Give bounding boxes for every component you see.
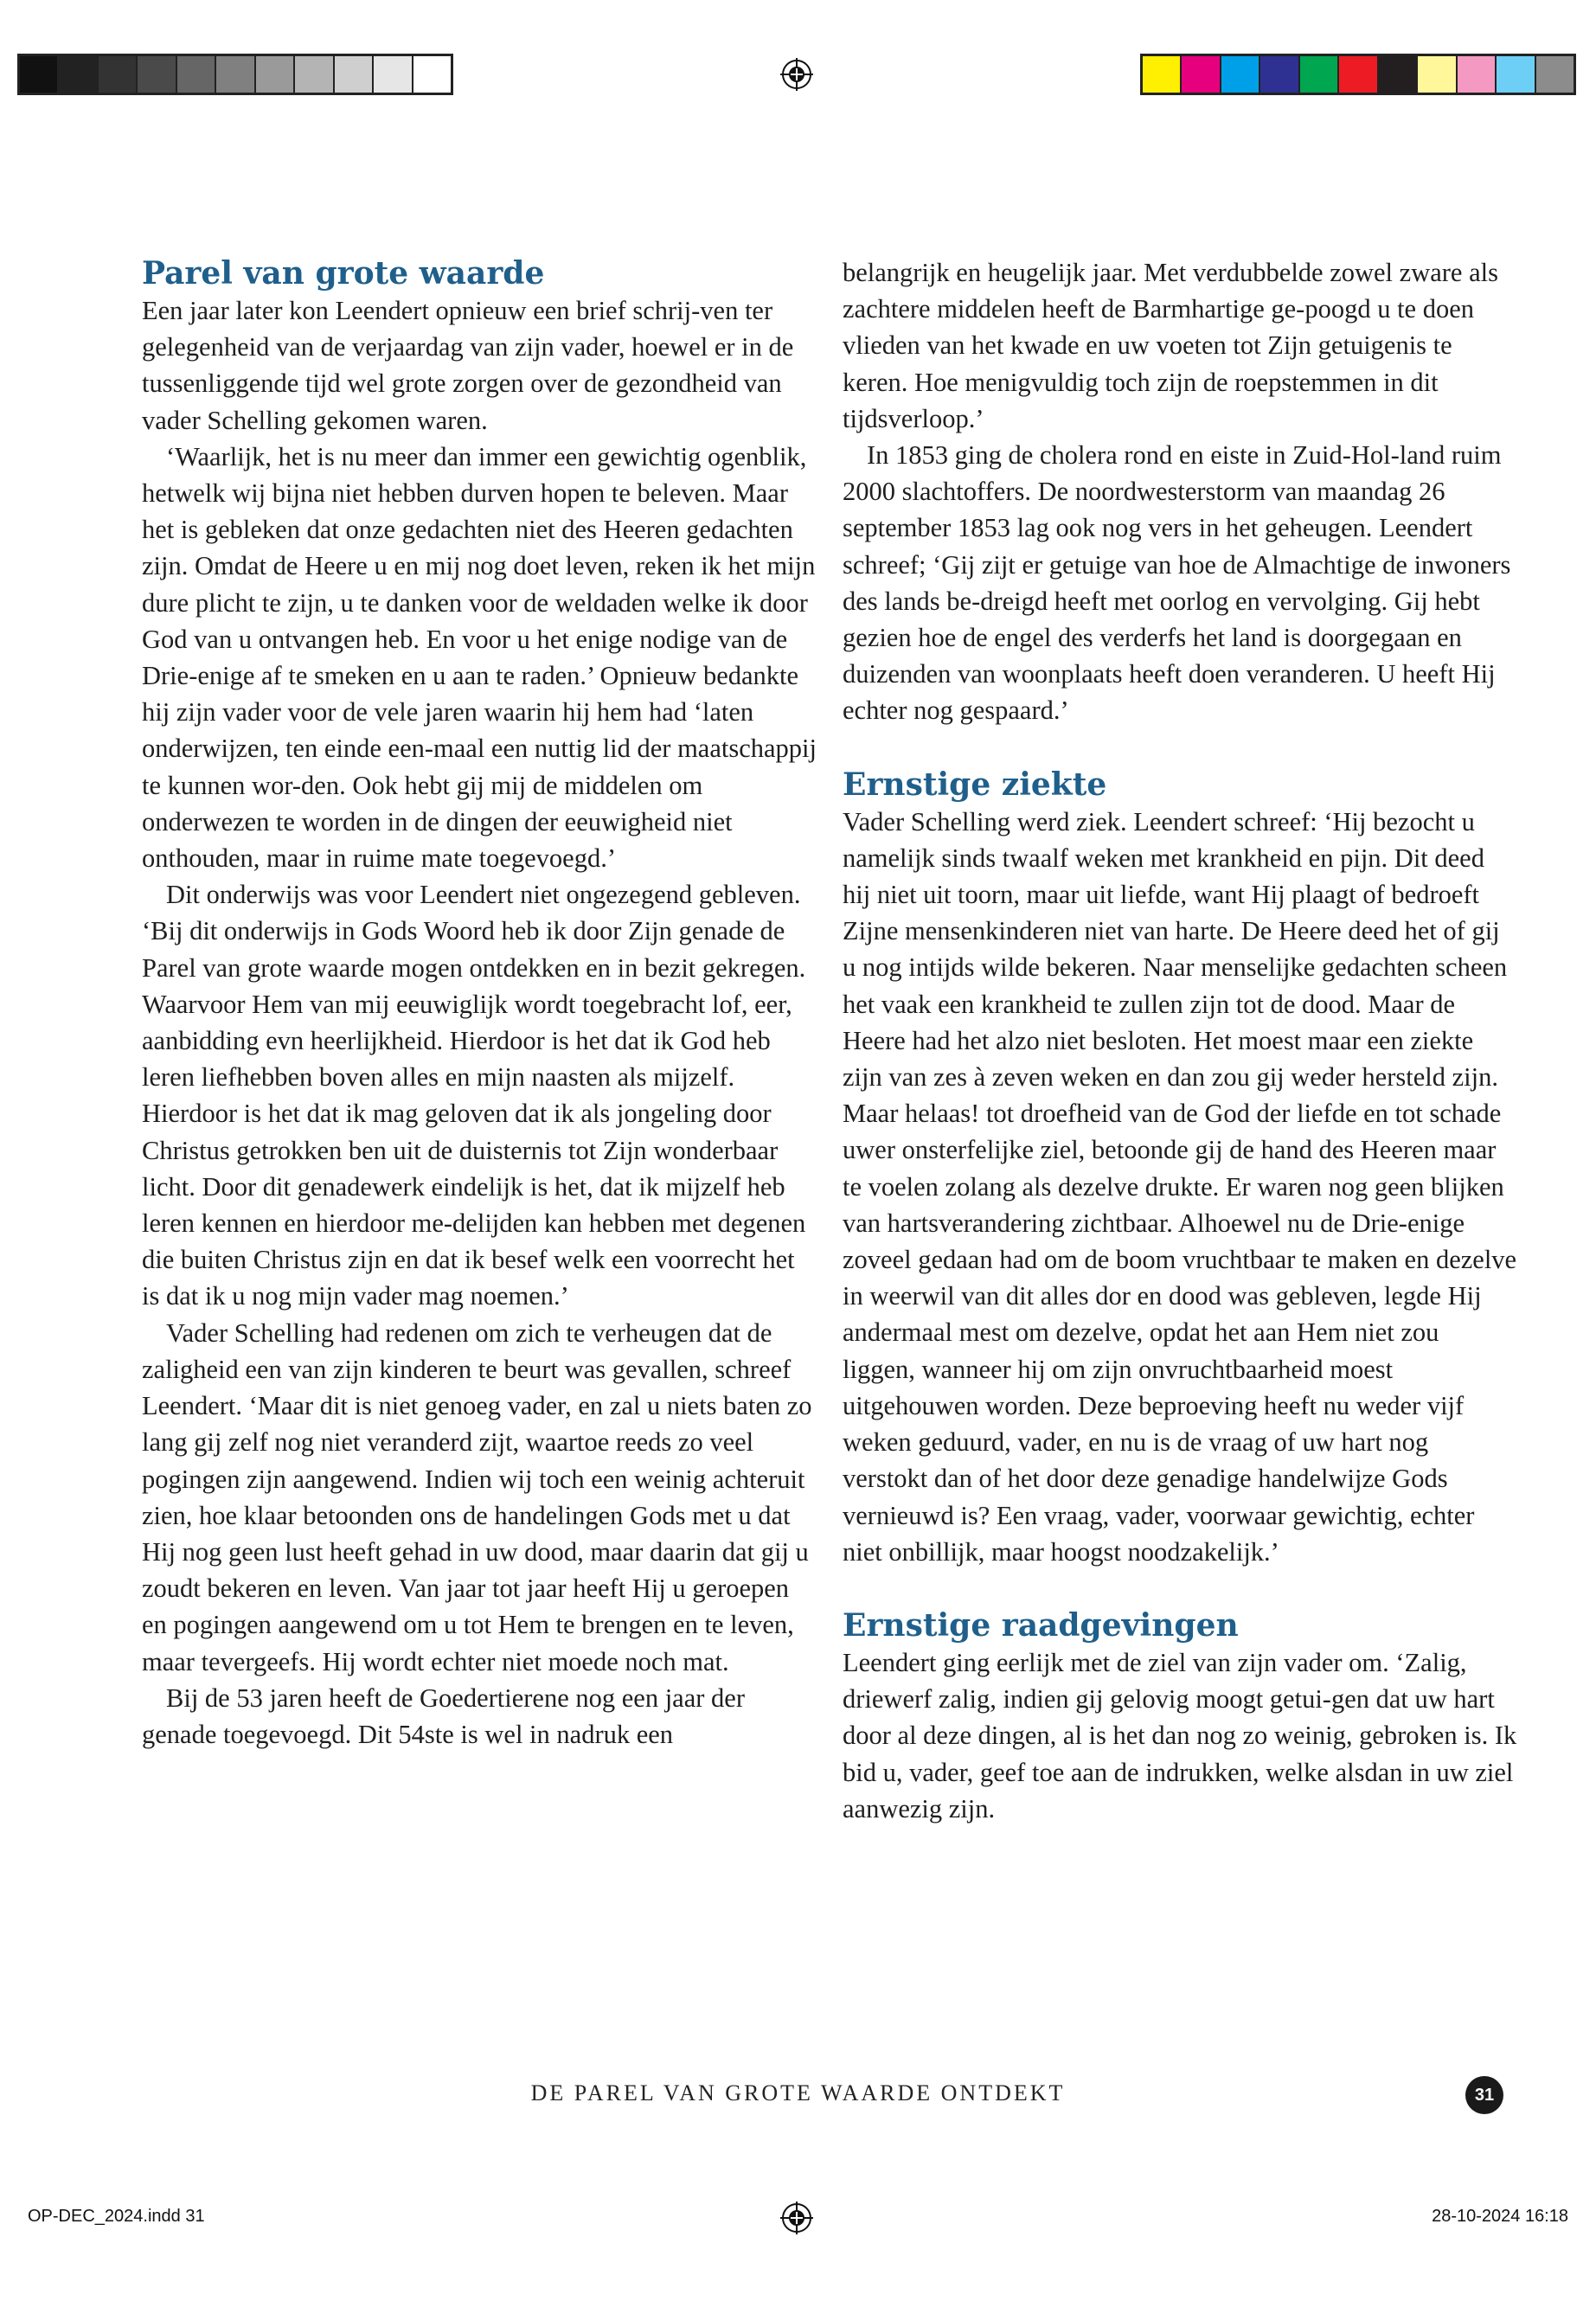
gray-swatch bbox=[99, 56, 138, 93]
gray-swatch bbox=[59, 56, 98, 93]
color-swatch bbox=[1221, 56, 1260, 93]
section-heading-ernstige-ziekte: Ernstige ziekte bbox=[843, 766, 1107, 803]
article-right-column bbox=[843, 254, 1517, 1827]
color-swatch bbox=[1182, 56, 1221, 93]
section-spacer bbox=[843, 729, 1517, 766]
gray-swatch bbox=[295, 56, 334, 93]
page-number-badge: 31 bbox=[1465, 2076, 1503, 2114]
color-swatch bbox=[1536, 56, 1574, 93]
process-color-bar bbox=[1140, 54, 1576, 95]
running-footer-title: DE PAREL VAN GROTE WAARDE ONTDEKT bbox=[530, 2080, 1066, 2106]
gray-swatch bbox=[256, 56, 295, 93]
registration-mark-icon bbox=[780, 58, 813, 91]
section-heading-ernstige-raadgevingen: Ernstige raadgevingen bbox=[843, 1606, 1239, 1644]
section-heading-parel: Parel van grote waarde bbox=[142, 255, 545, 292]
gray-swatch bbox=[138, 56, 176, 93]
gray-swatch bbox=[177, 56, 216, 93]
body-paragraph: In 1853 ging de cholera rond en eiste in Zuid-Hol-land ruim 2000 slachtoffers. De noordwesterstorm van maandag 26 september 1853 lag ook nog vers in het geheugen. Leendert schreef; ‘Gij zijt er getuige van hoe de Almachtige de inwoners des lands be-dreigd heeft met oorlog en vervolging. Gij hebt gezien hoe de engel des verderfs het land is doorgegaan en duizenden van woonplaats heeft doen veranderen. U heeft Hij echter nog gespaard.’ bbox=[843, 440, 1511, 726]
gray-swatch bbox=[374, 56, 413, 93]
color-swatch bbox=[1458, 56, 1497, 93]
color-swatch bbox=[1339, 56, 1378, 93]
color-swatch bbox=[1300, 56, 1339, 93]
registration-mark-icon bbox=[780, 2202, 813, 2234]
body-paragraph: ‘Waarlijk, het is nu meer dan immer een gewichtig ogenblik, hetwelk wij bijna niet hebben durven hopen te beleven. Maar het is gebleken dat onze gedachten niet des Heeren gedachten zijn. Omdat de Heere u en mij nog doet leven, reken ik het mijn dure plicht te zijn, u te danken voor de weldaden welke ik door God van u ontvangen heb. En voor u het enige nodige van de Drie-enige af te smeken en u aan te raden.’ Opnieuw bedankte hij zijn vader voor de vele jaren waarin hij hem had ‘laten onderwijzen, ten einde een-maal een nuttig lid der maatschappij te kunnen wor-den. Ook hebt gij mij de middelen om onderwezen te worden in de dingen der eeuwigheid niet onthouden, maar in ruime mate toegevoegd.’ bbox=[142, 441, 817, 874]
color-swatch bbox=[1260, 56, 1299, 93]
body-paragraph: Vader Schelling had redenen om zich te verheugen dat de zaligheid een van zijn kinderen te beurt was gevallen, schreef Leendert. ‘Maar dit is niet genoeg vader, en zal u niets baten zo lang gij zelf nog niet veranderd zijt, waartoe reeds zo veel pogingen zijn aangewend. Indien wij toch een weinig achteruit zien, hoe klaar betoonden ons de handelingen Gods met u dat Hij nog geen lust heeft gehad in uw dood, maar daarin dat gij u zoudt bekeren en leven. Van jaar tot jaar heeft Hij u geroepen en pogingen aangewend om u tot Hem te brengen en te leven, maar tevergeefs. Hij wordt echter niet moede noch mat. bbox=[142, 1317, 812, 1676]
body-paragraph: Leendert ging eerlijk met de ziel van zijn vader om. ‘Zalig, driewerf zalig, indien gij gelovig moogt getui-gen dat uw hart door al deze dingen, al is het dan nog zo weinig, gebroken is. Ik bid u, vader, geef toe aan de indrukken, welke alsdan in uw ziel aanwezig zijn. bbox=[843, 1647, 1517, 1823]
body-paragraph: belangrijk en heugelijk jaar. Met verdubbelde zowel zware als zachtere middelen heeft de Barmhartige ge-poogd u te doen vlieden van het kwade en uw voeten tot Zijn getuigenis te keren. Hoe menigvuldig toch zijn de roepstemmen in dit tijdsverloop.’ bbox=[843, 258, 1498, 433]
color-swatch bbox=[1143, 56, 1182, 93]
article-left-column bbox=[142, 254, 817, 1753]
body-paragraph: Vader Schelling werd ziek. Leendert schreef: ‘Hij bezocht u namelijk sinds twaalf weken met krankheid en pijn. Dit deed hij niet uit toorn, maar uit liefde, want Hij plaagt of bedroeft Zijne mensenkinderen niet van harte. De Heere deed het of gij u nog intijds wilde bekeren. Naar menselijke gedachten scheen het vaak een krankheid te zullen zijn tot de dood. Maar de Heere had het alzo niet besloten. Het moest maar een ziekte zijn van zes à zeven weken en dan zou gij weder hersteld zijn. Maar helaas! tot droefheid van de God der liefde en tot schade uwer onsterfelijke ziel, betoonde gij de hand des Heeren maar te voelen zolang als dezelve drukte. Er waren nog geen blijken van hartsverandering zichtbaar. Alhoewel nu de Drie-enige zoveel gedaan had om de boom vruchtbaar te maken en dezelve in weerwil van dit alles dor en dood was gebleven, legde Hij andermaal mest om dezelve, opdat het aan Hem niet zou liggen, wanneer hij om zijn onvruchtbaarheid moest uitgehouwen worden. Deze beproeving heeft nu weder vijf weken geduurd, vader, en nu is de vraag of uw hart nog verstokt dan of het door deze genadige handelwijze Gods vernieuwd is? Een vraag, vader, voorwaar gewichtig, echter niet onbillijk, maar hoogst noodzakelijk.’ bbox=[843, 806, 1517, 1567]
gray-swatch bbox=[413, 56, 451, 93]
color-swatch bbox=[1379, 56, 1418, 93]
color-swatch bbox=[1418, 56, 1457, 93]
gray-swatch bbox=[20, 56, 59, 93]
section-spacer bbox=[843, 1570, 1517, 1606]
gray-swatch bbox=[335, 56, 374, 93]
color-swatch bbox=[1497, 56, 1535, 93]
body-paragraph: Een jaar later kon Leendert opnieuw een brief schrij-ven ter gelegenheid van de verjaardag van zijn vader, hoewel er in de tussenliggende tijd wel grote zorgen over de gezondheid van vader Schelling gekomen waren. bbox=[142, 296, 794, 435]
grayscale-color-bar bbox=[17, 54, 453, 95]
body-paragraph: Bij de 53 jaren heeft de Goedertierene nog een jaar der genade toegevoegd. Dit 54ste is wel in nadruk een bbox=[142, 1682, 745, 1749]
gray-swatch bbox=[216, 56, 255, 93]
print-slug-timestamp: 28-10-2024 16:18 bbox=[1432, 2207, 1568, 2226]
body-paragraph: Dit onderwijs was voor Leendert niet ongezegend gebleven. ‘Bij dit onderwijs in Gods Woord heb ik door Zijn genade de Parel van grote waarde mogen ontdekken en in bezit gekregen. Waarvoor Hem van mij eeuwiglijk wordt toegebracht lof, eer, aanbidding evn heerlijkheid. Hierdoor is het dat ik God heb leren liefhebben boven alles en mijn naasten als mijzelf. Hierdoor is het dat ik mag geloven dat ik als jongeling door Christus getrokken ben uit de duisternis tot Zijn wonderbaar licht. Door dit genadewerk eindelijk is het, dat ik mijzelf heb leren kennen en hierdoor me-delijden kan hebben met degenen die buiten Christus zijn en dat ik besef welk een voorrecht het is dat ik u nog mijn vader mag noemen.’ bbox=[142, 880, 806, 1311]
print-slug-filename: OP-DEC_2024.indd 31 bbox=[28, 2207, 205, 2226]
